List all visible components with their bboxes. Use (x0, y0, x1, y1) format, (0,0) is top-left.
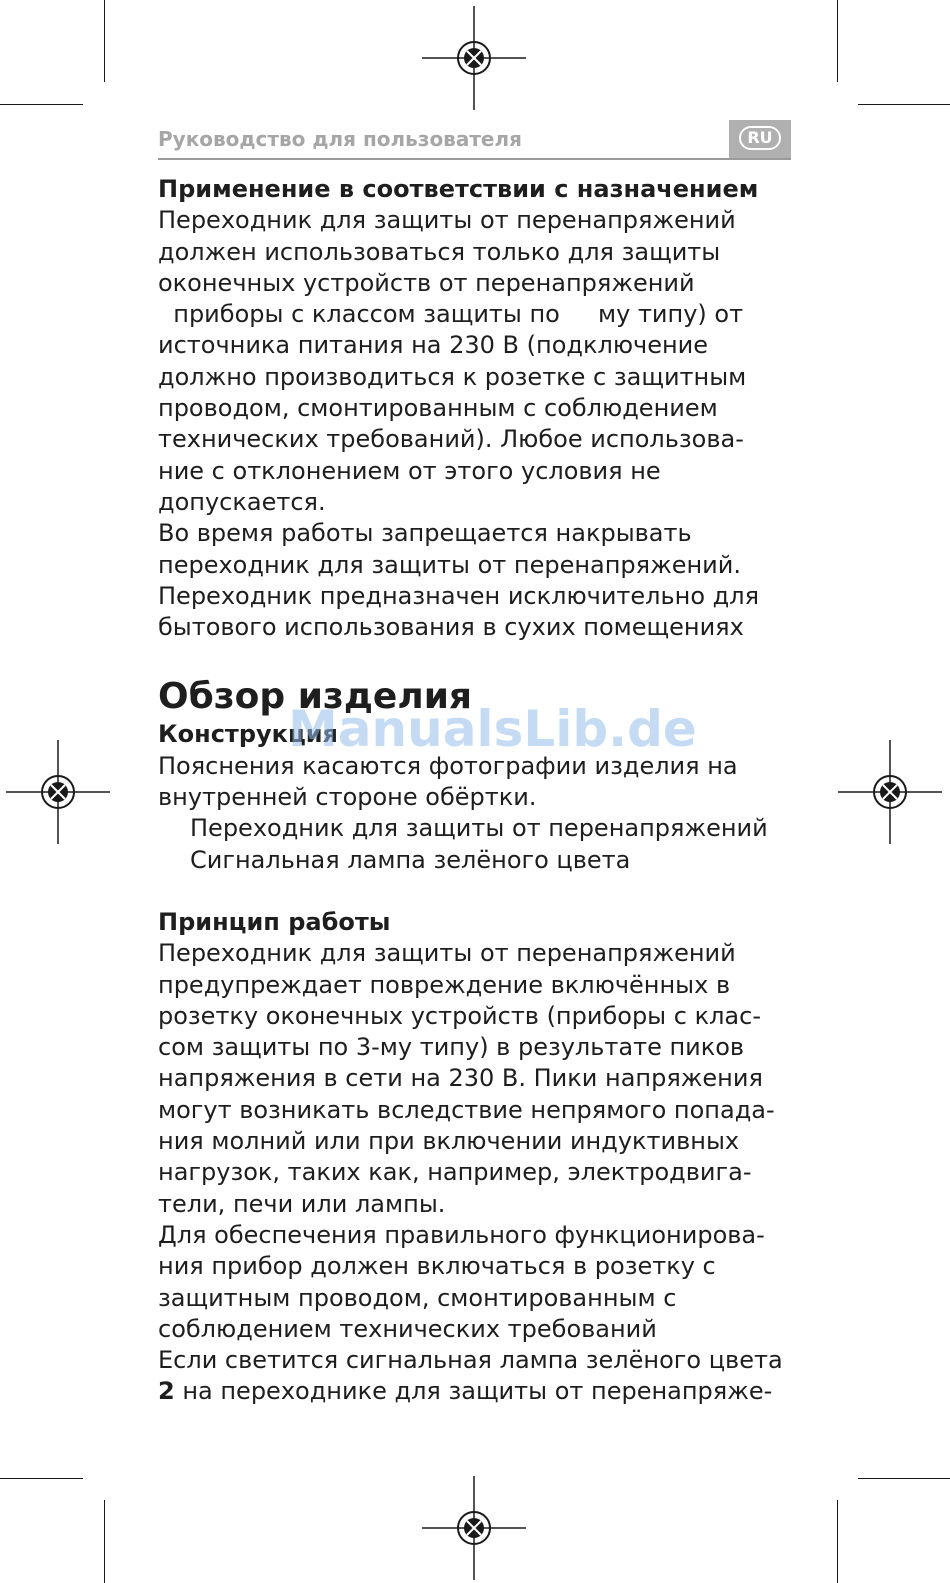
registration-mark-icon (422, 6, 526, 110)
text-line: Для обеспечения правильного функционирова- (158, 1220, 765, 1249)
text-line: проводом, смонтированным с соблюдением (158, 394, 718, 423)
language-badge (729, 120, 791, 158)
text-line-rest: на переходнике для защиты от перенапряже- (174, 1377, 773, 1406)
language-code: RU (739, 126, 781, 150)
section-heading-principle: Принцип работы (158, 907, 391, 936)
crop-mark (104, 0, 105, 82)
registration-mark-icon (838, 740, 942, 844)
crop-mark (0, 104, 83, 105)
text-line: Если светится сигнальная лампа зелёного цвета (158, 1346, 783, 1375)
text-line: сом защиты по 3-му типу) в результате пиков (158, 1033, 745, 1062)
text-line: защитным проводом, смонтированным с (158, 1283, 677, 1312)
subheading-construction: Конструкция (158, 720, 338, 749)
list-item: Переходник для защиты от перенапряжений (190, 814, 768, 843)
text-line: ния молний или при включении индуктивных (158, 1127, 740, 1156)
text-line: оконечных устройств от перенапряжений (158, 268, 695, 297)
reference-number: 2 (158, 1377, 175, 1406)
text-line: соблюдением технических требований (158, 1314, 657, 1343)
crop-mark (0, 1478, 83, 1479)
section-heading-usage: Применение в соответствии с назначением (158, 175, 759, 203)
list-item: Сигнальная лампа зелёного цвета (190, 845, 631, 874)
usage-paragraph (158, 205, 808, 643)
text-line: нагрузок, таких как, например, электродвига- (158, 1158, 752, 1187)
text-line: допускается. (158, 487, 326, 516)
text-line: переходник для защиты от перенапряжений. (158, 550, 741, 579)
text-line: напряжения в сети на 230 В. Пики напряжения (158, 1064, 763, 1093)
watermark: ManualsLib.de (288, 700, 697, 758)
principle-paragraph (158, 938, 808, 1376)
text-line: ние с отклонением от этого условия не (158, 456, 661, 485)
text-line: бытового использования в сухих помещениях (158, 613, 744, 642)
text-line: приборы с классом защиты по му типу) от (158, 300, 744, 329)
registration-mark-icon (422, 1476, 526, 1580)
text-line: тели, печи или лампы. (158, 1189, 446, 1218)
text-line: Переходник для защиты от перенапряжений (158, 206, 736, 235)
text-line: должен использоваться только для защиты (158, 237, 721, 266)
registration-mark-icon (6, 740, 110, 844)
overview-paragraph (158, 751, 808, 814)
crop-mark (837, 1500, 838, 1583)
text-line: технических требований). Любое использова- (158, 425, 744, 454)
header-title: Руководство для пользователя (158, 127, 522, 151)
text-line: Во время работы запрещается накрывать (158, 519, 692, 548)
text-line: Переходник предназначен исключительно для (158, 581, 760, 610)
page-header (158, 120, 791, 160)
text-line (158, 1376, 808, 1407)
text-line: должно производиться к розетке с защитным (158, 362, 747, 391)
text-line: розетку оконечных устройств (приборы с клас- (158, 1001, 761, 1030)
text-line: Пояснения касаются фотографии изделия на (158, 751, 738, 780)
crop-mark (837, 0, 838, 82)
crop-mark (104, 1500, 105, 1583)
document-body (158, 174, 808, 1408)
text-line: источника питания на 230 В (подключение (158, 331, 709, 360)
text-line: внутренней стороне обёртки. (158, 783, 537, 812)
section-heading-overview: Обзор изделия (158, 676, 473, 718)
text-line: предупреждает повреждение включённых в (158, 970, 731, 999)
crop-mark (858, 104, 950, 105)
parts-list (158, 813, 808, 876)
text-line: ния прибор должен включаться в розетку с (158, 1252, 716, 1281)
text-line: могут возникать вследствие непрямого попада- (158, 1095, 775, 1124)
text-line: Переходник для защиты от перенапряжений (158, 939, 736, 968)
crop-mark (858, 1478, 950, 1479)
